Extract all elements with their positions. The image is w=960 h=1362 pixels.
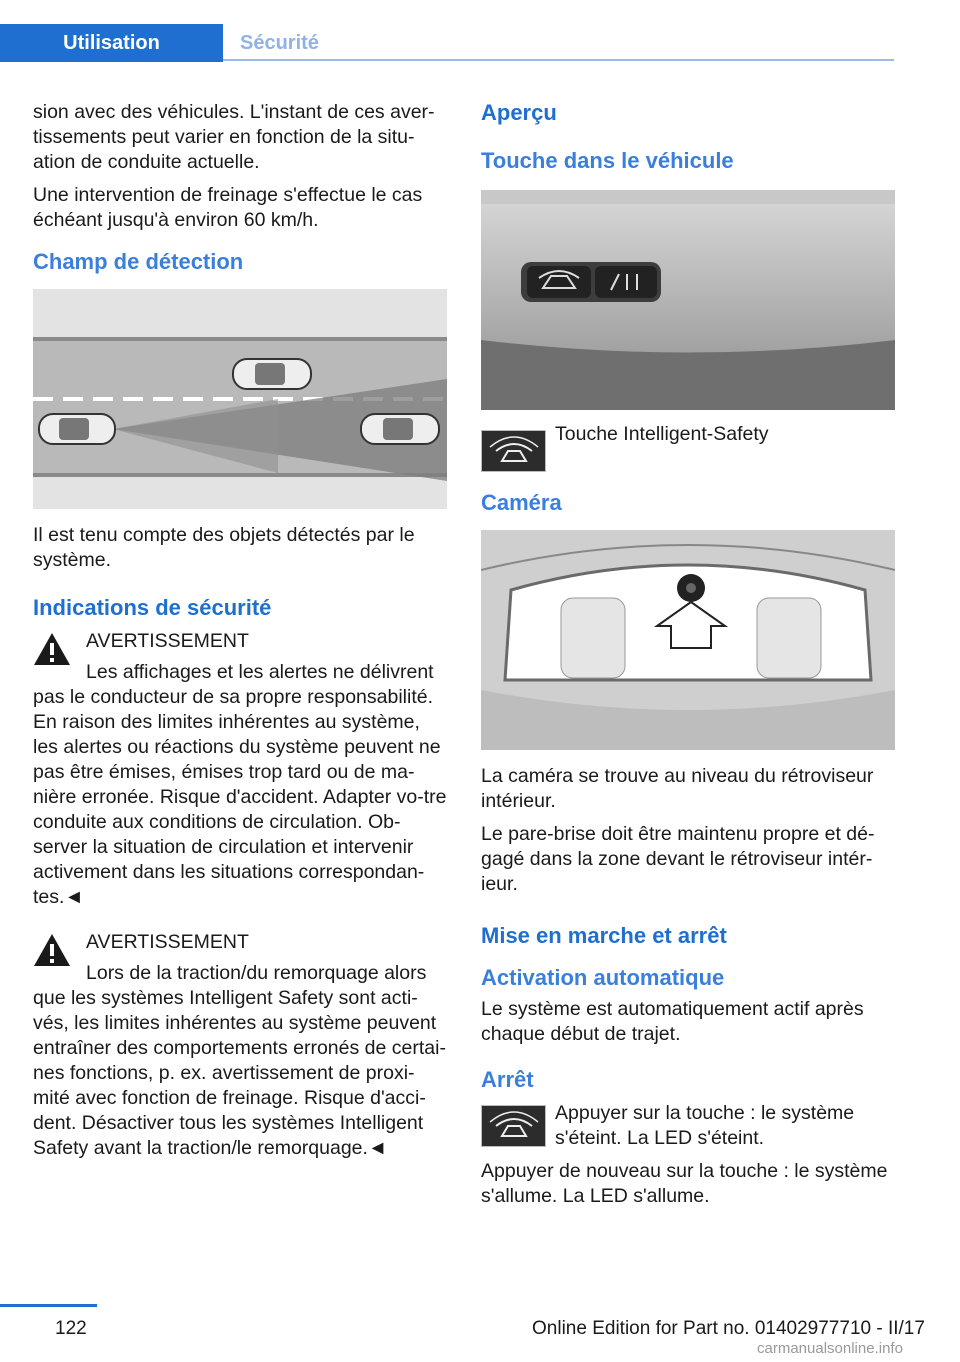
safety-button-row <box>481 423 895 474</box>
right-column <box>481 100 895 1217</box>
car-top <box>233 359 311 389</box>
vehicle-button-illustration <box>481 190 895 410</box>
warning-2-body: Lors de la traction/du remorquage alors que les systèmes Intelligent Safety sont acti-vés, les limites inhérentes au système peuvent entraîner des comportements erronés de certai-nes fonctions, p. ex. avertissement de proxi-mité avec fonction de freinage. Risque d'acci-dent. Désactiver tous les systèmes Intelligent Safety avant la traction/le remorquage.◄ <box>33 962 446 1159</box>
page-number: 122 <box>55 1318 87 1339</box>
intro-paragraph-1: sion avec des véhicules. L'instant de ces aver-tissements peut varier en fonction de la situ-ation de conduite actuelle. <box>33 101 435 173</box>
arret-paragraph-1: Appuyer sur la touche : le système s'éteint. La LED s'éteint. <box>555 1102 855 1149</box>
detection-field-illustration <box>33 289 447 509</box>
header-tabbar <box>0 24 894 62</box>
intro-paragraph-2: Une intervention de freinage s'effectue le cas échéant jusqu'à environ 60 km/h. <box>33 184 423 231</box>
watermark: carmanualsonline.info <box>757 1340 903 1357</box>
camera-paragraph-1: La caméra se trouve au niveau du rétroviseur intérieur. <box>481 765 874 812</box>
activation-heading: Activation automatique <box>481 965 725 990</box>
touche-label: Touche Intelligent-Safety <box>555 423 769 445</box>
safety-heading: Indications de sécurité <box>33 595 272 620</box>
car-right <box>361 414 439 444</box>
warning-block-2 <box>33 930 447 1161</box>
camera-figure <box>481 530 895 750</box>
warning-triangle-icon <box>33 932 71 968</box>
mise-heading: Mise en marche et arrêt <box>481 923 727 948</box>
camera-illustration <box>481 530 895 750</box>
intelligent-safety-button-icon <box>481 430 546 472</box>
warning-1-body: Les affichages et les alertes ne délivrent pas le conducteur de sa propre responsabilité. En raison des limites inhérentes au système, les alertes ou réactions du système peuvent ne pas être émises, émises trop tard ou de ma-nière erronée. Risque d'accident. Adapter vo-tre conduite aux conditions de circulation. Ob-server la situation de circulation et intervenir activement dans les situations correspondan-tes.◄ <box>33 661 447 908</box>
arret-button-row <box>481 1101 895 1151</box>
warning-block-1 <box>33 629 447 910</box>
activation-paragraph: Le système est automatiquement actif après chaque début de trajet. <box>481 998 864 1045</box>
footer-edition: Online Edition for Part no. 01402977710 - II/17 <box>532 1318 925 1339</box>
vehicle-button-figure <box>481 190 895 410</box>
left-column <box>33 100 447 1161</box>
car-left <box>39 414 115 444</box>
detection-field-figure <box>33 289 447 509</box>
figure-caption: Il est tenu compte des objets détectés par le système. <box>33 524 415 571</box>
camera-heading: Caméra <box>481 490 562 515</box>
champ-heading: Champ de détection <box>33 249 244 274</box>
tab-securite[interactable]: Sécurité <box>240 31 319 54</box>
camera-paragraph-2: Le pare-brise doit être maintenu propre et dé-gagé dans la zone devant le rétroviseur intér-ieur. <box>481 823 875 895</box>
touche-heading: Touche dans le véhicule <box>481 148 734 173</box>
arret-paragraph-2: Appuyer de nouveau sur la touche : le système s'allume. La LED s'allume. <box>481 1160 888 1207</box>
intelligent-safety-button-icon <box>481 1105 546 1147</box>
tab-utilisation[interactable]: Utilisation <box>0 24 223 62</box>
header-divider <box>223 59 894 61</box>
warning-2-title: AVERTISSEMENT <box>86 931 249 953</box>
warning-1-title: AVERTISSEMENT <box>86 630 249 652</box>
apercu-heading: Aperçu <box>481 100 557 125</box>
arret-heading: Arrêt <box>481 1067 534 1092</box>
footer-divider <box>0 1304 97 1307</box>
warning-triangle-icon <box>33 631 71 667</box>
